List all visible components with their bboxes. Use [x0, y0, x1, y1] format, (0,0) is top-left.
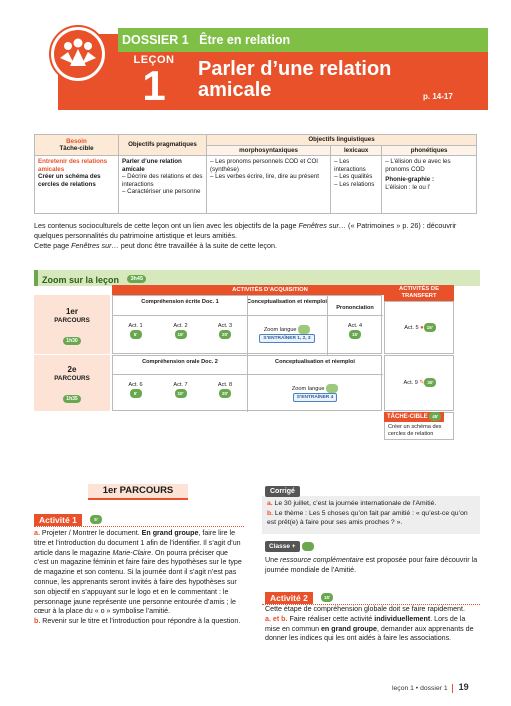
intro-paragraph: Les contenus socioculturels de cette leçon ont un lien avec les objectifs de la page Fenêtres sur… (« Patrimoines » p. 26) : découvrir quelques personnalités du patrimoine artistique et leurs amitiés. Cette page Fenêtres sur… peut donc être travaillée à la suite de cette leçon. [34, 221, 457, 250]
p2-zoom-langue[interactable]: Zoom langue S’ENTRAÎNER 4 [247, 384, 383, 402]
activite-1-tag: Activité 1 [34, 514, 82, 526]
p2-comprehension: Compréhension orale Doc. 2 [142, 359, 218, 365]
col-besoin: Besoin Tâche-cible [35, 135, 119, 156]
speech-icon: ● [420, 324, 424, 331]
col-lex: lexicaux [331, 145, 382, 156]
act-4[interactable]: Act. 4 15' [347, 323, 363, 337]
act-3[interactable]: Act. 3 20' [217, 323, 233, 337]
parcours-1-activities [112, 295, 382, 354]
clock-icon: 20' [219, 330, 231, 339]
clock-icon: 10' [175, 389, 187, 398]
acquisition-header: ACTIVITÉS D’ACQUISITION [112, 285, 428, 295]
activite-2-tag: Activité 2 [265, 592, 313, 604]
morpho-cell: – Les pronoms personnels COD et COI (synthèse) – Les verbes écrire, lire, dire au présent [207, 156, 331, 214]
corrige-tag: Corrigé [265, 486, 300, 497]
parcours-2-label: 2e PARCOURS 1h35 [34, 355, 110, 411]
corrige-box: a. Le 30 juillet, c’est la journée internationale de l’Amitié. b. Le thème : Les 5 choses qu’on fait par amitié : « qu’est-ce qu’on est prêt(e) à faire pour ses amis proches ? ». [262, 496, 480, 534]
col-phon: phonétiques [382, 145, 477, 156]
tache-cible-label: TÂCHE-CIBLE 45' [384, 412, 444, 422]
clock-icon: 3h45 [127, 275, 146, 283]
clock-icon: 15' [321, 593, 333, 602]
dossier-logo-icon [48, 24, 108, 84]
p1-comprehension: Compréhension écrite Doc. 1 [141, 299, 219, 305]
p2-conceptualisation: Conceptualisation et réemploi [275, 359, 355, 365]
activite-2-text: Cette étape de compréhension globale doit se faire rapidement. a. et b. Faire réaliser cette activité individuellement. Lors de la mise en commun en grand groupe, demander aux apprenants de donner les indices qui les ont aidés à faire les associations. [265, 605, 474, 643]
p1-transfer[interactable]: Act. 5 ● 15' [384, 301, 454, 354]
zoom-header [34, 270, 480, 286]
lecon-label: LEÇON [133, 54, 175, 66]
classe-plus-tag: Classe + [265, 541, 300, 552]
dossier-title: Être en relation [199, 33, 291, 47]
parcours-1-label: 1er PARCOURS 1h30 [34, 295, 110, 354]
phon-cell: – L’élision du e avec les pronoms COD Phonie-graphie : L’élision : le ou l’ [382, 156, 477, 214]
col-ling: Objectifs linguistiques [207, 135, 477, 146]
besoin-cell: Entretenir des relations amicales Créer un schéma des cercles de relations [35, 156, 119, 214]
objectives-table [34, 134, 477, 214]
page-number: 19 [458, 682, 469, 692]
clock-icon: 5' [90, 515, 102, 524]
activite-1-text: a. Projeter / Montrer le document. En grand groupe, faire lire le titre et l’introduction du document 1 afin de l’identifier. Il s’agit d’un article dans le magazine Marie-Claire. On pourra préciser que c’est un magazine féminin et faire faire des hypothèses sur le type de magazine et son contenu. Si la journée dont il s’agit n’est pas connue, les apprenants seront invités à faire des hypothèses sur son objectif en s’appuyant sur le logo et en le commentant : le personnage jaune représente une personne entourée d’amis ; le cœur à la place du « o » symbolise l’amitié. b. Revenir sur le titre et l’introduction pour répondre à la question. [34, 529, 242, 626]
col-morpho: morphosyntaxiques [207, 145, 331, 156]
p1-conceptualisation: Conceptualisation et réemploi [247, 299, 327, 305]
clock-icon: 15' [349, 330, 361, 339]
clock-icon: 1h35 [63, 395, 80, 403]
entrainer-badge[interactable]: S’ENTRAÎNER 4 [293, 393, 338, 402]
clock-icon: 30' [424, 378, 436, 387]
zoom-title: Zoom sur la leçon [42, 275, 120, 285]
clock-icon: 20' [219, 389, 231, 398]
classe-plus-text: Une ressource complémentaire est proposée pour faire découvrir la journée mondiale de l’Amitié. [265, 556, 478, 574]
book-icon [298, 325, 310, 334]
act-7[interactable]: Act. 7 10' [173, 382, 188, 396]
pragma-cell: Parler d’une relation amicale – Décrire des relations et des interactions – Caractériser une personne [119, 156, 207, 214]
pencil-icon: ✎ [419, 379, 425, 386]
p2-transfer[interactable]: Act. 9 ✎ 30' [384, 355, 454, 411]
page-footer: leçon 1 • dossier 1 19 [392, 682, 469, 692]
act-6[interactable]: Act. 6 5' [128, 382, 143, 396]
clock-icon: 15' [424, 323, 436, 332]
act-2[interactable]: Act. 2 15' [173, 323, 188, 337]
page-range: p. 14-17 [423, 92, 453, 101]
clock-icon: 15' [175, 330, 187, 339]
clock-icon: 1h30 [63, 337, 80, 345]
clock-icon: 5' [130, 389, 142, 398]
dossier-tab [118, 28, 488, 52]
divider [34, 526, 244, 527]
transfer-header: ACTIVITÉS DE TRANSFERT [384, 285, 454, 301]
book-icon [326, 384, 338, 393]
clock-icon: 45' [429, 412, 441, 421]
clock-icon: 5' [130, 330, 142, 339]
parcours-2-activities [112, 355, 382, 411]
col-pragma: Objectifs pragmatiques [119, 135, 207, 156]
tache-cible-text: Créer un schéma des cercles de relation [388, 424, 442, 437]
page-title: Parler d’une relation amicale [198, 58, 392, 101]
act-1[interactable]: Act. 1 5' [128, 323, 143, 337]
dossier-label: DOSSIER 1 [122, 33, 189, 47]
lex-cell: – Les interactions – Les qualités – Les relations [331, 156, 382, 214]
parcours-1-heading: 1er PARCOURS [88, 484, 188, 500]
entrainer-badge[interactable]: S’ENTRAÎNER 1, 2, 3 [259, 334, 314, 343]
p1-prononciation: Prononciation [336, 305, 374, 311]
resource-icon [302, 542, 314, 551]
p1-zoom-langue[interactable]: Zoom langue S’ENTRAÎNER 1, 2, 3 [247, 325, 327, 343]
act-8[interactable]: Act. 8 20' [217, 382, 233, 396]
lecon-number: 1 [142, 62, 166, 109]
